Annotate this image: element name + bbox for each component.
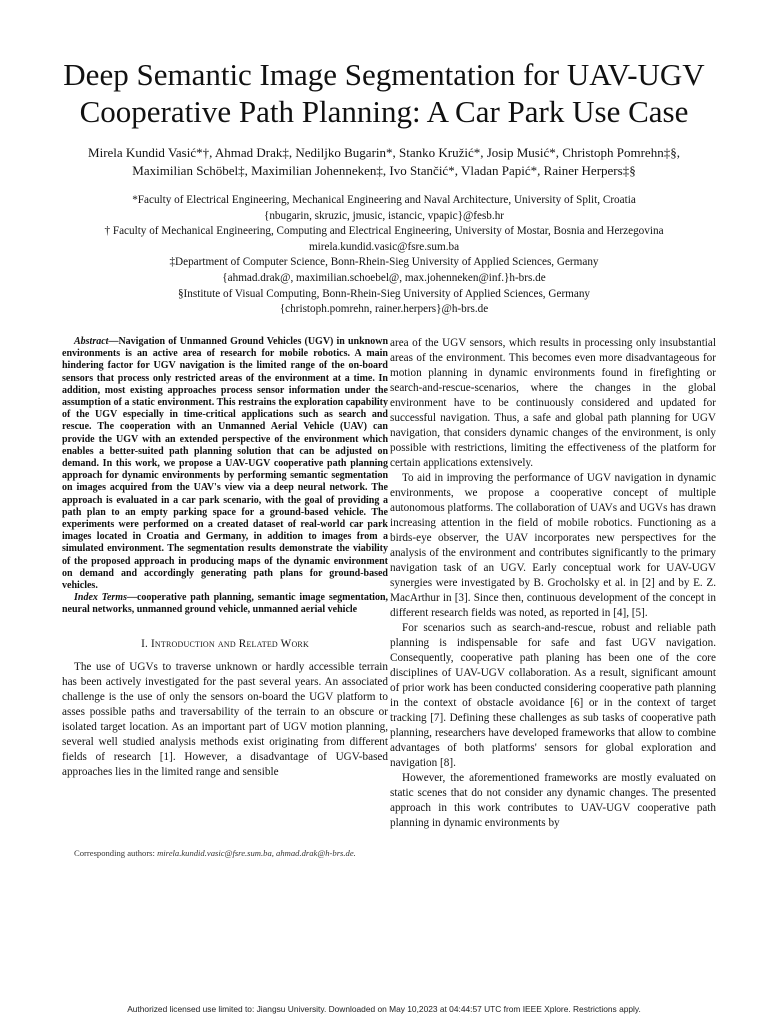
index-terms-text: —cooperative path planning, semantic image segmentation, neural networks, unmanned ground vehicle, unmanned aerial vehicle: [62, 592, 388, 616]
affiliation-brs-ivc-emails: {christoph.pomrehn, rainer.herpers}@h-brs.de: [279, 303, 489, 316]
affiliation-split-emails: {nbugarin, skruzic, jmusic, istancic, vpapic}@fesb.hr: [263, 209, 505, 222]
corresponding-authors-footnote: [62, 848, 388, 860]
index-terms-lead: Index Terms: [74, 592, 127, 604]
footnote-emails: mirela.kundid.vasic@fsre.sum.ba, ahmad.drak@h-brs.de.: [157, 848, 356, 858]
section-heading: [62, 637, 388, 652]
affiliations: [40, 193, 728, 318]
affiliation-mostar: † Faculty of Mechanical Engineering, Computing and Electrical Engineering, University of Mostar, Bosnia and Herzegovina: [104, 225, 664, 238]
author-line-2: Maximilian Schöbel‡, Maximilian Johenneken‡, Ivo Stančić*, Vladan Papić*, Rainer Herpers‡§: [132, 163, 636, 178]
body-paragraph: area of the UGV sensors, which results in processing only insubstantial areas of the environment. This becomes even more disadvantageous for motion planning in dynamic environments found in firefighting or search-and-rescue-scenarios, where the changes in the global environment have to be continuously considered and updated for successful navigation. Thus, a safe and global path planning for UGV navigation, that considers dynamic changes of the environment, is only possible with restrictions, limiting the effectiveness of the platform for certain applications extensively.: [390, 337, 716, 469]
affiliation-brs-cs: ‡Department of Computer Science, Bonn-Rhein-Sieg University of Applied Sciences, Germany: [169, 256, 599, 269]
section-numeral: I.: [141, 637, 151, 650]
abstract: [62, 336, 388, 592]
body-paragraph: However, the aforementioned frameworks are mostly evaluated on static scenes that do not consider any dynamic changes. The presented approach in this work contributes to UAV-UGV cooperative path planning in dynamic environments by: [390, 772, 716, 829]
body-paragraph: For scenarios such as search-and-rescue, robust and reliable path planning is indispensable for safe and fast UGV navigation. Consequently, cooperative path planing has been one of the core disciplines of UAV-UGV collaboration. As a result, significant amount of prior work has been conducted considering cooperative path planning in the context of obstacle avoidance [6] or in the context of target tracking [7]. Defining these challenges as sub tasks of cooperative path planning, researchers have developed frameworks that allow to combine advantages of both platforms' sensors for global exploration and navigation [8].: [390, 622, 716, 769]
affiliation-split: *Faculty of Electrical Engineering, Mechanical Engineering and Naval Architecture, University of Split, Croatia: [132, 194, 636, 206]
footnote-lead: Corresponding authors:: [74, 848, 158, 858]
affiliation-brs-ivc: §Institute of Visual Computing, Bonn-Rhein-Sieg University of Applied Sciences, Germany: [177, 287, 591, 300]
affiliation-mostar-email: mirela.kundid.vasic@fsre.sum.ba: [308, 240, 460, 253]
index-terms: [62, 592, 388, 616]
body-paragraph: To aid in improving the performance of UGV navigation in dynamic environments, we propose a cooperative concept of multiple autonomous platforms. The collaboration of UAVs and UGVs has drawn increasing attention in the field of mobile robotics. Functioning as a birds-eye observer, the UAV incorporates new perspectives for the analysis of the environment and contributes significantly to the primary navigation task of an UGV. Early conceptual work for UAV-UGV synergies were investigated by B. Grocholsky et al. in [2] and by E. Z. MacArthur in [3]. Since then, continuous development of the concept in different research fields was noted, as reported in [4], [5].: [390, 472, 716, 619]
license-footer: Authorized licensed use limited to: Jiangsu University. Downloaded on May 10,2023 at 04:44:57 UTC from IEEE Xplore. Restrictions apply.: [127, 1004, 641, 1014]
body-paragraph: The use of UGVs to traverse unknown or hardly accessible terrain has been actively investigated for the past several years. An associated challenge is the use of only the sensors on-board the UGV platform to asses possible paths and traversability of the terrain to an obscure or isolated target location. As an important part of UGV motion planning, several well studied analysis methods exist originating from different fields of research [1]. However, a disadvantage of UGV-based approaches lies in the limited range and sensible: [62, 660, 388, 778]
section-title: Introduction and Related Work: [150, 637, 309, 650]
abstract-lead: Abstract: [74, 336, 109, 347]
left-column: [62, 336, 388, 780]
paper-title: Deep Semantic Image Segmentation for UAV-UGV Cooperative Path Planning: A Car Park Use Case: [63, 57, 705, 129]
author-list: [40, 144, 728, 180]
affiliation-brs-cs-emails: {ahmad.drak@, maximilian.schoebel@, max.johenneken@inf.}h-brs.de: [222, 271, 546, 284]
right-column: [390, 336, 716, 831]
abstract-text: —Navigation of Unmanned Ground Vehicles (UGV) in unknown environments is an active area of research for mobile robotics. A main hindering factor for UGV navigation is the limited range of the on-board sensors that process only restricted areas of the environment at a time. In addition, most existing approaches process sensor information under the assumption of a static environment. This restrains the exploration capability of the UGV especially in time-critical applications such as search and rescue. The cooperation with an Unmanned Aerial Vehicle (UAV) can provide the UGV with an extended perspective of the environment which enables a better-suited path planning solution that can be adjusted on demand. In this work, we propose a UAV-UGV cooperative path planning approach for dynamic environments by performing semantic segmentation on images acquired from the UAV's view via a deep neural network. The approach is evaluated in a car park scenario, with the goal of providing a path plan to an empty parking space for a ground-based vehicle. The experiments were performed on a created dataset of real-world car park images located in Croatia and Germany, in addition to images from a simulated environment. The segmentation results demonstrate the viability of the proposed approach in producing maps of the dynamic environment on demand and accordingly generating path plans for ground-based vehicles.: [62, 336, 388, 592]
author-line-1: Mirela Kundid Vasić*†, Ahmad Drak‡, Nediljko Bugarin*, Stanko Kružić*, Josip Musić*, Christoph Pomrehn‡§,: [88, 145, 680, 160]
